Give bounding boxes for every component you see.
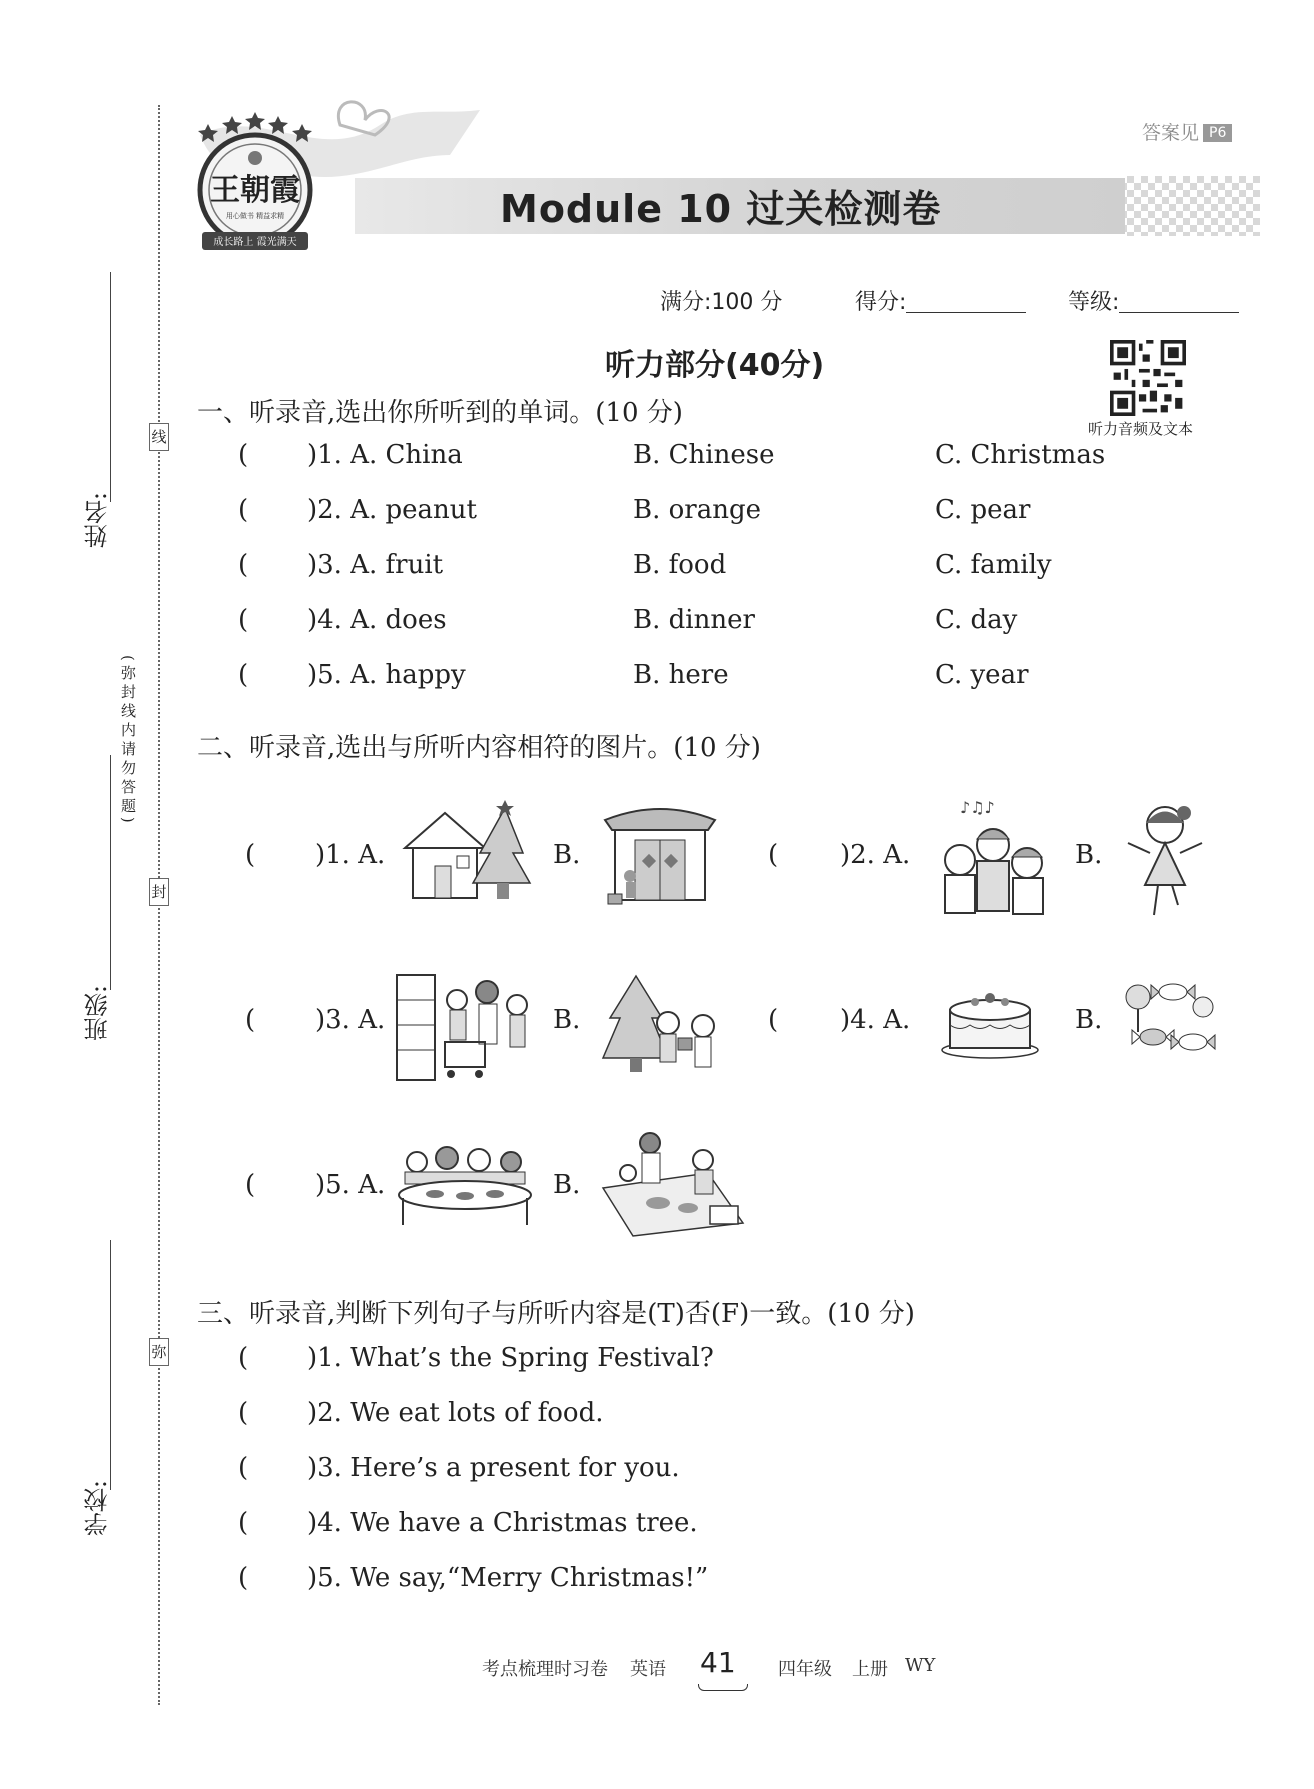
full-score: 满分:100 分 (660, 290, 783, 315)
s3-paren-1[interactable]: ( (238, 1343, 249, 1373)
footer-volume: 上册 (852, 1659, 888, 1680)
grade-label: 等级: (1068, 290, 1120, 315)
binding-mark-seal: 封 (149, 878, 169, 906)
page-number: 41 (700, 1646, 736, 1679)
logo-name: 王朝霞 (210, 173, 300, 208)
s1-question-4 (238, 605, 248, 635)
family-picnic-picture[interactable] (598, 1128, 748, 1238)
s2-q4-b-label: B. (1075, 1005, 1103, 1035)
binding-note: (弥封线内请勿答题) (119, 655, 137, 827)
children-singing-picture[interactable] (925, 795, 1060, 920)
section3-heading: 三、听录音,判断下列句子与所听内容是(T)否(F)一致。(10 分) (197, 1299, 915, 1329)
answer-paren[interactable]: ( (238, 495, 249, 525)
banner-checker-pattern (1120, 176, 1260, 236)
s1-question-5 (238, 660, 248, 690)
s1-question-2 (238, 495, 248, 525)
school-line (110, 1240, 111, 1490)
binding-mark-close: 弥 (149, 1338, 169, 1366)
score-field (855, 285, 1026, 316)
footer-book: 考点梳理时习卷 (482, 1659, 608, 1680)
s1-q3-b: B. food (633, 550, 727, 580)
s2-q2-b-label: B. (1075, 840, 1103, 870)
s2-q4-paren[interactable]: ( (768, 1005, 779, 1035)
score-blank[interactable] (906, 290, 1026, 313)
s2-q2-a-label: )2. A. (840, 840, 911, 870)
logo-subtext: 用心做书 精益求精 (225, 212, 285, 220)
s3-paren-2[interactable]: ( (238, 1398, 249, 1428)
listening-part-heading: 听力部分(40分) (605, 348, 825, 383)
footer-grade: 四年级 (778, 1659, 832, 1680)
name-label: 姓名: (84, 492, 112, 549)
answer-paren[interactable]: ( (238, 550, 249, 580)
s1-question-1 (238, 440, 248, 470)
qr-code-icon[interactable] (1110, 340, 1186, 416)
girl-dancing-picture[interactable] (1120, 795, 1210, 925)
s1-q5-c: C. year (935, 660, 1029, 690)
s2-q1-a-label: )1. A. (315, 840, 386, 870)
page-title: Module 10 过关检测卷 (500, 187, 942, 231)
s3-statement-1: )1. What’s the Spring Festival? (307, 1343, 714, 1373)
s3-paren-4[interactable]: ( (238, 1508, 249, 1538)
class-label: 班级: (84, 985, 112, 1042)
s2-q2-paren[interactable]: ( (768, 840, 779, 870)
s1-q5-b: B. here (633, 660, 729, 690)
s2-q5-paren[interactable]: ( (245, 1170, 256, 1200)
answer-paren[interactable]: ( (238, 605, 249, 635)
s1-q5-a: )5. A. happy (307, 660, 466, 690)
s2-q4-a-label: )4. A. (840, 1005, 911, 1035)
s3-statement-3: )3. Here’s a present for you. (307, 1453, 680, 1483)
class-line (110, 755, 111, 990)
family-shopping-picture[interactable] (395, 970, 535, 1085)
s2-q3-b-label: B. (553, 1005, 581, 1035)
s3-statement-5: )5. We say,“Merry Christmas!” (307, 1563, 709, 1593)
s1-q4-a: )4. A. does (307, 605, 447, 635)
qr-caption: 听力音频及文本 (1088, 420, 1194, 438)
s2-q3-a-label: )3. A. (315, 1005, 386, 1035)
s3-statement-2: )2. We eat lots of food. (307, 1398, 604, 1428)
children-christmas-tree-picture[interactable] (598, 968, 723, 1083)
s1-q2-b: B. orange (633, 495, 761, 525)
answer-paren[interactable]: ( (238, 440, 249, 470)
footer-subject: 英语 (630, 1659, 666, 1680)
s2-q5-a-label: )5. A. (315, 1170, 386, 1200)
s3-paren-5[interactable]: ( (238, 1563, 249, 1593)
house-christmas-tree-picture[interactable] (395, 798, 535, 906)
s1-q1-c: C. Christmas (935, 440, 1106, 470)
s2-q1-b-label: B. (553, 840, 581, 870)
s3-paren-3[interactable]: ( (238, 1453, 249, 1483)
candies-picture[interactable] (1118, 972, 1218, 1062)
grade-field (1068, 285, 1239, 316)
school-label: 学校: (84, 1480, 112, 1537)
answer-ref-label: 答案见 (1142, 122, 1200, 144)
grade-blank[interactable] (1119, 290, 1239, 313)
family-dinner-picture[interactable] (395, 1140, 535, 1230)
s2-q5-b-label: B. (553, 1170, 581, 1200)
s1-q1-b: B. Chinese (633, 440, 775, 470)
s2-q3-paren[interactable]: ( (245, 1005, 256, 1035)
wangzhaoxia-logo (188, 110, 323, 260)
answer-reference (1142, 118, 1232, 145)
s3-statement-4: )4. We have a Christmas tree. (307, 1508, 698, 1538)
page-number-bracket (698, 1684, 748, 1691)
section1-heading: 一、听录音,选出你所听到的单词。(10 分) (197, 398, 683, 428)
s1-q3-a: )3. A. fruit (307, 550, 444, 580)
answer-ref-page: P6 (1203, 124, 1232, 142)
answer-paren[interactable]: ( (238, 660, 249, 690)
s1-q2-a: )2. A. peanut (307, 495, 477, 525)
binding-mark-line: 线 (149, 423, 169, 451)
section2-heading: 二、听录音,选出与所听内容相符的图片。(10 分) (197, 733, 761, 763)
s1-question-3 (238, 550, 248, 580)
s1-q2-c: C. pear (935, 495, 1031, 525)
birthday-cake-picture[interactable] (940, 980, 1040, 1060)
s1-q4-b: B. dinner (633, 605, 755, 635)
s1-q3-c: C. family (935, 550, 1052, 580)
s1-q1-a: )1. A. China (307, 440, 463, 470)
score-label: 得分: (855, 290, 907, 315)
s2-q1-paren[interactable]: ( (245, 840, 256, 870)
footer-edition: WY (905, 1655, 936, 1676)
name-line (110, 272, 111, 502)
svg-text:♪♫♪: ♪♫♪ (960, 798, 995, 817)
chinese-gate-picture[interactable] (600, 798, 720, 908)
logo-slogan: 成长路上 霞光满天 (213, 237, 297, 248)
s1-q4-c: C. day (935, 605, 1018, 635)
